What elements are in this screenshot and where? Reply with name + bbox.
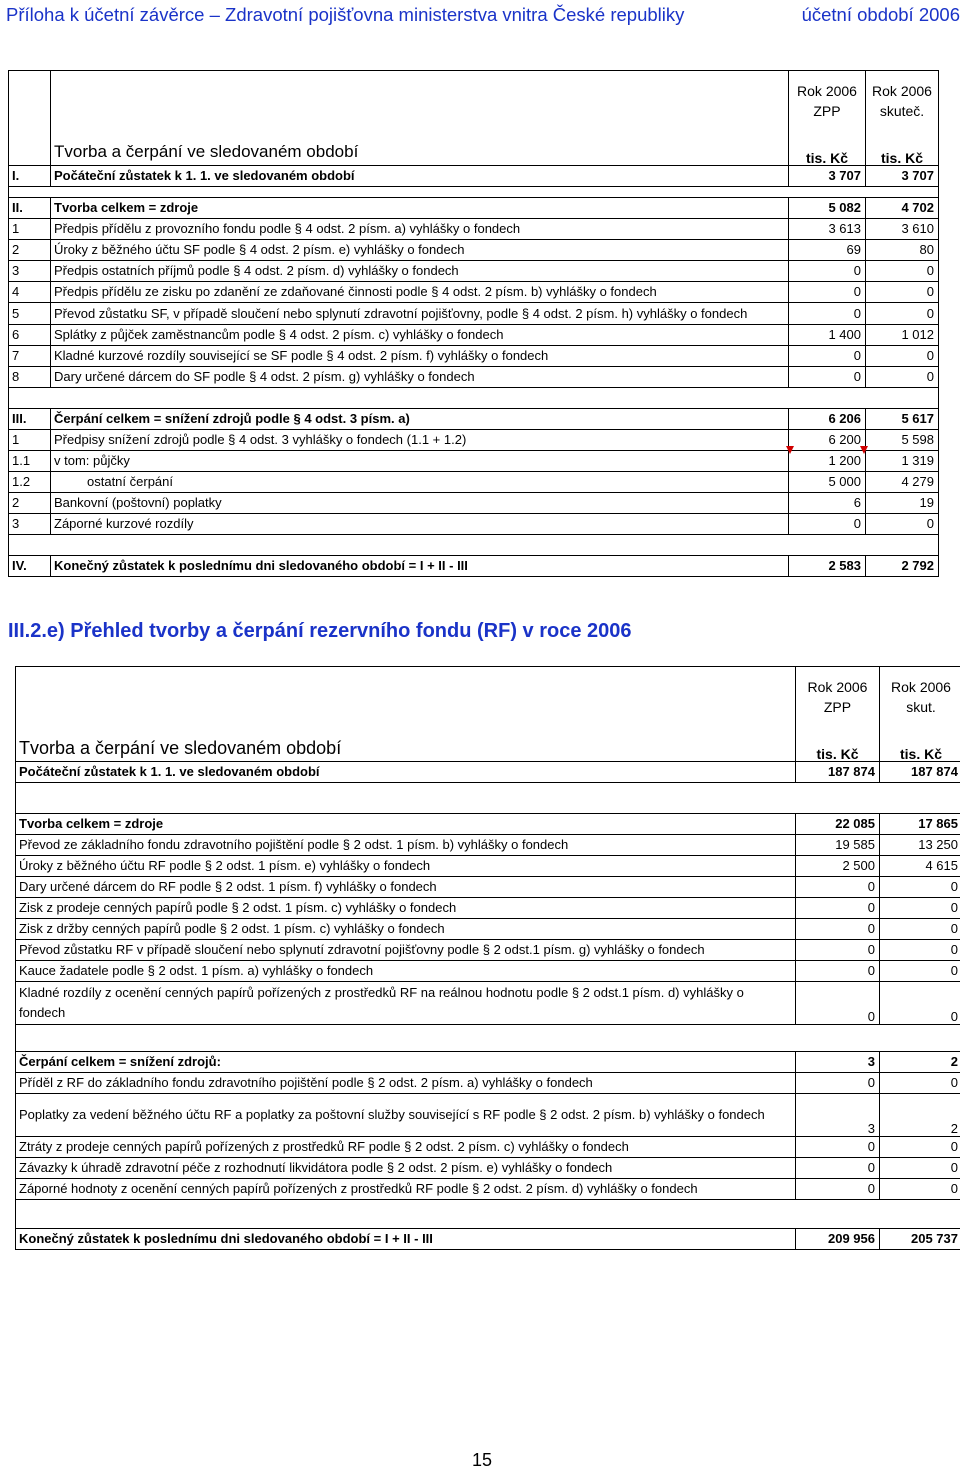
value-actual: 0 xyxy=(866,282,939,303)
row-label: Poplatky za vedení běžného účtu RF a poplatky za poštovní služby související s RF podle § 2 odst. 2 písm. b) vyhlášky o fondech xyxy=(16,1094,796,1137)
table-row xyxy=(16,982,960,1025)
value-actual: 0 xyxy=(880,919,960,940)
row-label: Závazky k úhradě zdravotní péče z rozhodnutí likvidátora podle § 2 odst. 2 písm. e) vyhlášky o fondech xyxy=(16,1158,796,1179)
row-label: Tvorba celkem = zdroje xyxy=(51,198,789,219)
spacer-row xyxy=(16,1200,960,1229)
table-row xyxy=(16,940,960,961)
row-number: 2 xyxy=(9,493,51,514)
row-label: Úroky z běžného účtu RF podle § 2 odst. 1 písm. e) vyhlášky o fondech xyxy=(16,856,796,877)
spacer-row xyxy=(16,783,960,814)
table-row xyxy=(16,1158,960,1179)
value-zpp: 0 xyxy=(796,919,880,940)
value-zpp: 209 956 xyxy=(796,1229,880,1250)
row-number: 1 xyxy=(9,219,51,240)
table2-col1-header: Rok 2006 ZPP xyxy=(796,667,880,740)
value-actual: 0 xyxy=(866,303,939,325)
value-actual: 0 xyxy=(880,1137,960,1158)
value-zpp: 3 xyxy=(796,1094,880,1137)
value-actual: 80 xyxy=(866,240,939,261)
value-zpp: 0 xyxy=(796,982,880,1025)
value-zpp: 69 xyxy=(789,240,866,261)
table-row xyxy=(16,762,960,783)
value-zpp: 0 xyxy=(796,961,880,982)
value-zpp: 0 xyxy=(789,261,866,282)
value-actual: 0 xyxy=(880,1179,960,1200)
value-zpp: 0 xyxy=(796,940,880,961)
value-zpp: 0 xyxy=(789,514,866,535)
table-row xyxy=(16,856,960,877)
row-label: ostatní čerpání xyxy=(51,472,789,493)
table-row xyxy=(16,1052,960,1073)
value-zpp: 1 400 xyxy=(789,325,866,346)
value-actual: 0 xyxy=(880,877,960,898)
social-fund-table xyxy=(8,70,939,577)
row-number: II. xyxy=(9,198,51,219)
row-number: 5 xyxy=(9,303,51,325)
table-row xyxy=(16,814,960,835)
row-number: IV. xyxy=(9,556,51,577)
value-actual: 3 610 xyxy=(866,219,939,240)
table-row xyxy=(16,1137,960,1158)
row-label: Úroky z běžného účtu SF podle § 4 odst. 2 písm. e) vyhlášky o fondech xyxy=(51,240,789,261)
table-row xyxy=(16,961,960,982)
value-actual: 4 702 xyxy=(866,198,939,219)
table-row xyxy=(9,430,939,451)
table2-head xyxy=(16,667,960,740)
table-row xyxy=(16,919,960,940)
spacer-row xyxy=(16,1025,960,1052)
value-zpp: 5 000 xyxy=(789,472,866,493)
table-row xyxy=(9,493,939,514)
table-row xyxy=(9,451,939,472)
value-actual: 4 615 xyxy=(880,856,960,877)
value-zpp: 0 xyxy=(789,282,866,303)
value-actual: 1 319 xyxy=(866,451,939,472)
table-row xyxy=(9,166,939,187)
row-number: 2 xyxy=(9,240,51,261)
table-row xyxy=(16,1179,960,1200)
table1-unit1: tis. Kč xyxy=(789,143,866,166)
table-row xyxy=(9,219,939,240)
value-zpp: 1 200 xyxy=(789,451,866,472)
value-actual: 2 xyxy=(880,1094,960,1137)
cell-marker-icon xyxy=(860,446,868,454)
value-zpp: 0 xyxy=(796,898,880,919)
table2-col2-header: Rok 2006 skut. xyxy=(880,667,960,740)
table2-body xyxy=(16,762,960,1250)
row-label: Ztráty z prodeje cenných papírů pořízených z prostředků RF podle § 2 odst. 2 písm. c) vyhlášky o fondech xyxy=(16,1137,796,1158)
table2-unit1: tis. Kč xyxy=(796,739,880,762)
row-number: 8 xyxy=(9,367,51,388)
value-zpp: 187 874 xyxy=(796,762,880,783)
value-actual: 205 737 xyxy=(880,1229,960,1250)
page-number: 15 xyxy=(472,1450,492,1471)
value-actual: 187 874 xyxy=(880,762,960,783)
row-label: Předpis ostatních příjmů podle § 4 odst. 2 písm. d) vyhlášky o fondech xyxy=(51,261,789,282)
table-row xyxy=(9,303,939,325)
table1-body xyxy=(9,166,939,577)
value-actual: 2 792 xyxy=(866,556,939,577)
table-row xyxy=(9,261,939,282)
value-zpp: 2 583 xyxy=(789,556,866,577)
value-zpp: 0 xyxy=(796,877,880,898)
table-row xyxy=(9,472,939,493)
row-number: 4 xyxy=(9,282,51,303)
row-label: Kauce žadatele podle § 2 odst. 1 písm. a) vyhlášky o fondech xyxy=(16,961,796,982)
row-number: 1 xyxy=(9,430,51,451)
row-number: III. xyxy=(9,409,51,430)
value-zpp: 6 200 xyxy=(789,430,866,451)
row-label: Konečný zůstatek k poslednímu dni sledovaného období = I + II - III xyxy=(16,1229,796,1250)
value-zpp: 0 xyxy=(796,1073,880,1094)
table1-title: Tvorba a čerpání ve sledovaném období xyxy=(51,71,789,166)
row-number: 3 xyxy=(9,261,51,282)
value-zpp: 2 500 xyxy=(796,856,880,877)
row-label: Převod zůstatku RF v případě sloučení nebo splynutí zdravotní pojišťovny podle § 2 odst.1 písm. g) vyhlášky o fondech xyxy=(16,940,796,961)
table-row xyxy=(16,898,960,919)
row-label: Počáteční zůstatek k 1. 1. ve sledovaném období xyxy=(51,166,789,187)
table1-col2-header: Rok 2006 skuteč. xyxy=(866,71,939,144)
value-actual: 17 865 xyxy=(880,814,960,835)
header-period: účetní období 2006 xyxy=(802,4,960,26)
table-row xyxy=(16,877,960,898)
section-title: III.2.e) Přehled tvorby a čerpání rezervního fondu (RF) v roce 2006 xyxy=(8,620,632,643)
page-header xyxy=(6,2,960,32)
row-label: Počáteční zůstatek k 1. 1. ve sledovaném období xyxy=(16,762,796,783)
table-row xyxy=(9,325,939,346)
value-actual: 1 012 xyxy=(866,325,939,346)
value-actual: 19 xyxy=(866,493,939,514)
row-label: Dary určené dárcem do SF podle § 4 odst. 2 písm. g) vyhlášky o fondech xyxy=(51,367,789,388)
value-actual: 0 xyxy=(880,898,960,919)
row-label: Dary určené dárcem do RF podle § 2 odst. 1 písm. f) vyhlášky o fondech xyxy=(16,877,796,898)
row-label: Čerpání celkem = snížení zdrojů podle § 4 odst. 3 písm. a) xyxy=(51,409,789,430)
value-zpp: 0 xyxy=(789,346,866,367)
cell-marker-icon xyxy=(786,446,794,454)
value-zpp: 0 xyxy=(789,303,866,325)
row-label: Převod ze základního fondu zdravotního pojištění podle § 2 odst. 1 písm. b) vyhlášky o fondech xyxy=(16,835,796,856)
table-row xyxy=(16,1229,960,1250)
value-actual: 0 xyxy=(880,940,960,961)
row-label: Předpis přídělu ze zisku po zdanění ze zdaňované činnosti podle § 4 odst. 2 písm. b) vyhlášky o fondech xyxy=(51,282,789,303)
value-actual: 0 xyxy=(880,1158,960,1179)
row-number: 1.1 xyxy=(9,451,51,472)
table-row xyxy=(9,367,939,388)
value-actual: 0 xyxy=(880,982,960,1025)
value-actual: 0 xyxy=(866,346,939,367)
spacer-row xyxy=(9,535,939,556)
table-row xyxy=(9,556,939,577)
row-number: 6 xyxy=(9,325,51,346)
table1-unit2: tis. Kč xyxy=(866,143,939,166)
row-number: I. xyxy=(9,166,51,187)
value-zpp: 0 xyxy=(796,1179,880,1200)
table-row xyxy=(9,198,939,219)
row-number: 3 xyxy=(9,514,51,535)
table-row xyxy=(16,1073,960,1094)
row-label: v tom: půjčky xyxy=(51,451,789,472)
value-zpp: 5 082 xyxy=(789,198,866,219)
row-label: Splátky z půjček zaměstnancům podle § 4 odst. 2 písm. c) vyhlášky o fondech xyxy=(51,325,789,346)
value-zpp: 3 707 xyxy=(789,166,866,187)
table1-head xyxy=(9,71,939,144)
row-label: Příděl z RF do základního fondu zdravotního pojištění podle § 2 odst. 2 písm. a) vyhlášky o fondech xyxy=(16,1073,796,1094)
reserve-fund-table xyxy=(15,666,960,1250)
row-label: Bankovní (poštovní) poplatky xyxy=(51,493,789,514)
spacer-row xyxy=(9,187,939,198)
value-zpp: 19 585 xyxy=(796,835,880,856)
value-actual: 0 xyxy=(880,1073,960,1094)
row-label: Zisk z prodeje cenných papírů podle § 2 odst. 1 písm. c) vyhlášky o fondech xyxy=(16,898,796,919)
table-row xyxy=(16,835,960,856)
row-label: Čerpání celkem = snížení zdrojů: xyxy=(16,1052,796,1073)
row-number: 1.2 xyxy=(9,472,51,493)
row-label: Kladné kurzové rozdíly související se SF podle § 4 odst. 2 písm. f) vyhlášky o fondech xyxy=(51,346,789,367)
spacer-row xyxy=(9,388,939,409)
row-label: Záporné hodnoty z ocenění cenných papírů pořízených z prostředků RF podle § 2 odst. 2 písm. d) vyhlášky o fondech xyxy=(16,1179,796,1200)
table-row xyxy=(9,346,939,367)
row-label: Konečný zůstatek k poslednímu dni sledovaného období = I + II - III xyxy=(51,556,789,577)
row-label: Tvorba celkem = zdroje xyxy=(16,814,796,835)
value-zpp: 6 xyxy=(789,493,866,514)
row-label: Předpisy snížení zdrojů podle § 4 odst. 3 vyhlášky o fondech (1.1 + 1.2) xyxy=(51,430,789,451)
value-actual: 3 707 xyxy=(866,166,939,187)
value-actual: 13 250 xyxy=(880,835,960,856)
value-actual: 0 xyxy=(866,367,939,388)
row-number: 7 xyxy=(9,346,51,367)
row-label: Kladné rozdíly z ocenění cenných papírů pořízených z prostředků RF na reálnou hodnotu podle § 2 odst.1 písm. d) vyhlášky o fondech xyxy=(16,982,796,1025)
value-actual: 0 xyxy=(866,514,939,535)
value-zpp: 0 xyxy=(789,367,866,388)
table2-unit2: tis. Kč xyxy=(880,739,960,762)
value-zpp: 0 xyxy=(796,1137,880,1158)
table1-col1-header: Rok 2006 ZPP xyxy=(789,71,866,144)
row-label: Zisk z držby cenných papírů podle § 2 odst. 1 písm. c) vyhlášky o fondech xyxy=(16,919,796,940)
value-actual: 2 xyxy=(880,1052,960,1073)
table-row xyxy=(16,1094,960,1137)
row-label: Záporné kurzové rozdíly xyxy=(51,514,789,535)
table2-title: Tvorba a čerpání ve sledovaném období xyxy=(16,667,796,762)
table-row xyxy=(9,282,939,303)
header-title: Příloha k účetní závěrce – Zdravotní pojišťovna ministerstva vnitra České republiky xyxy=(6,4,684,26)
value-zpp: 3 613 xyxy=(789,219,866,240)
value-zpp: 3 xyxy=(796,1052,880,1073)
value-actual: 5 598 xyxy=(866,430,939,451)
value-actual: 0 xyxy=(866,261,939,282)
row-label: Převod zůstatku SF, v případě sloučení nebo splynutí zdravotní pojišťovny, podle § 4 odst. 2 písm. h) vyhlášky o fondech xyxy=(51,303,789,325)
value-actual: 0 xyxy=(880,961,960,982)
value-zpp: 6 206 xyxy=(789,409,866,430)
value-zpp: 0 xyxy=(796,1158,880,1179)
table-row xyxy=(9,240,939,261)
value-actual: 4 279 xyxy=(866,472,939,493)
table-row xyxy=(9,409,939,430)
value-zpp: 22 085 xyxy=(796,814,880,835)
table-row xyxy=(9,514,939,535)
row-label: Předpis přídělu z provozního fondu podle § 4 odst. 2 písm. a) vyhlášky o fondech xyxy=(51,219,789,240)
value-actual: 5 617 xyxy=(866,409,939,430)
